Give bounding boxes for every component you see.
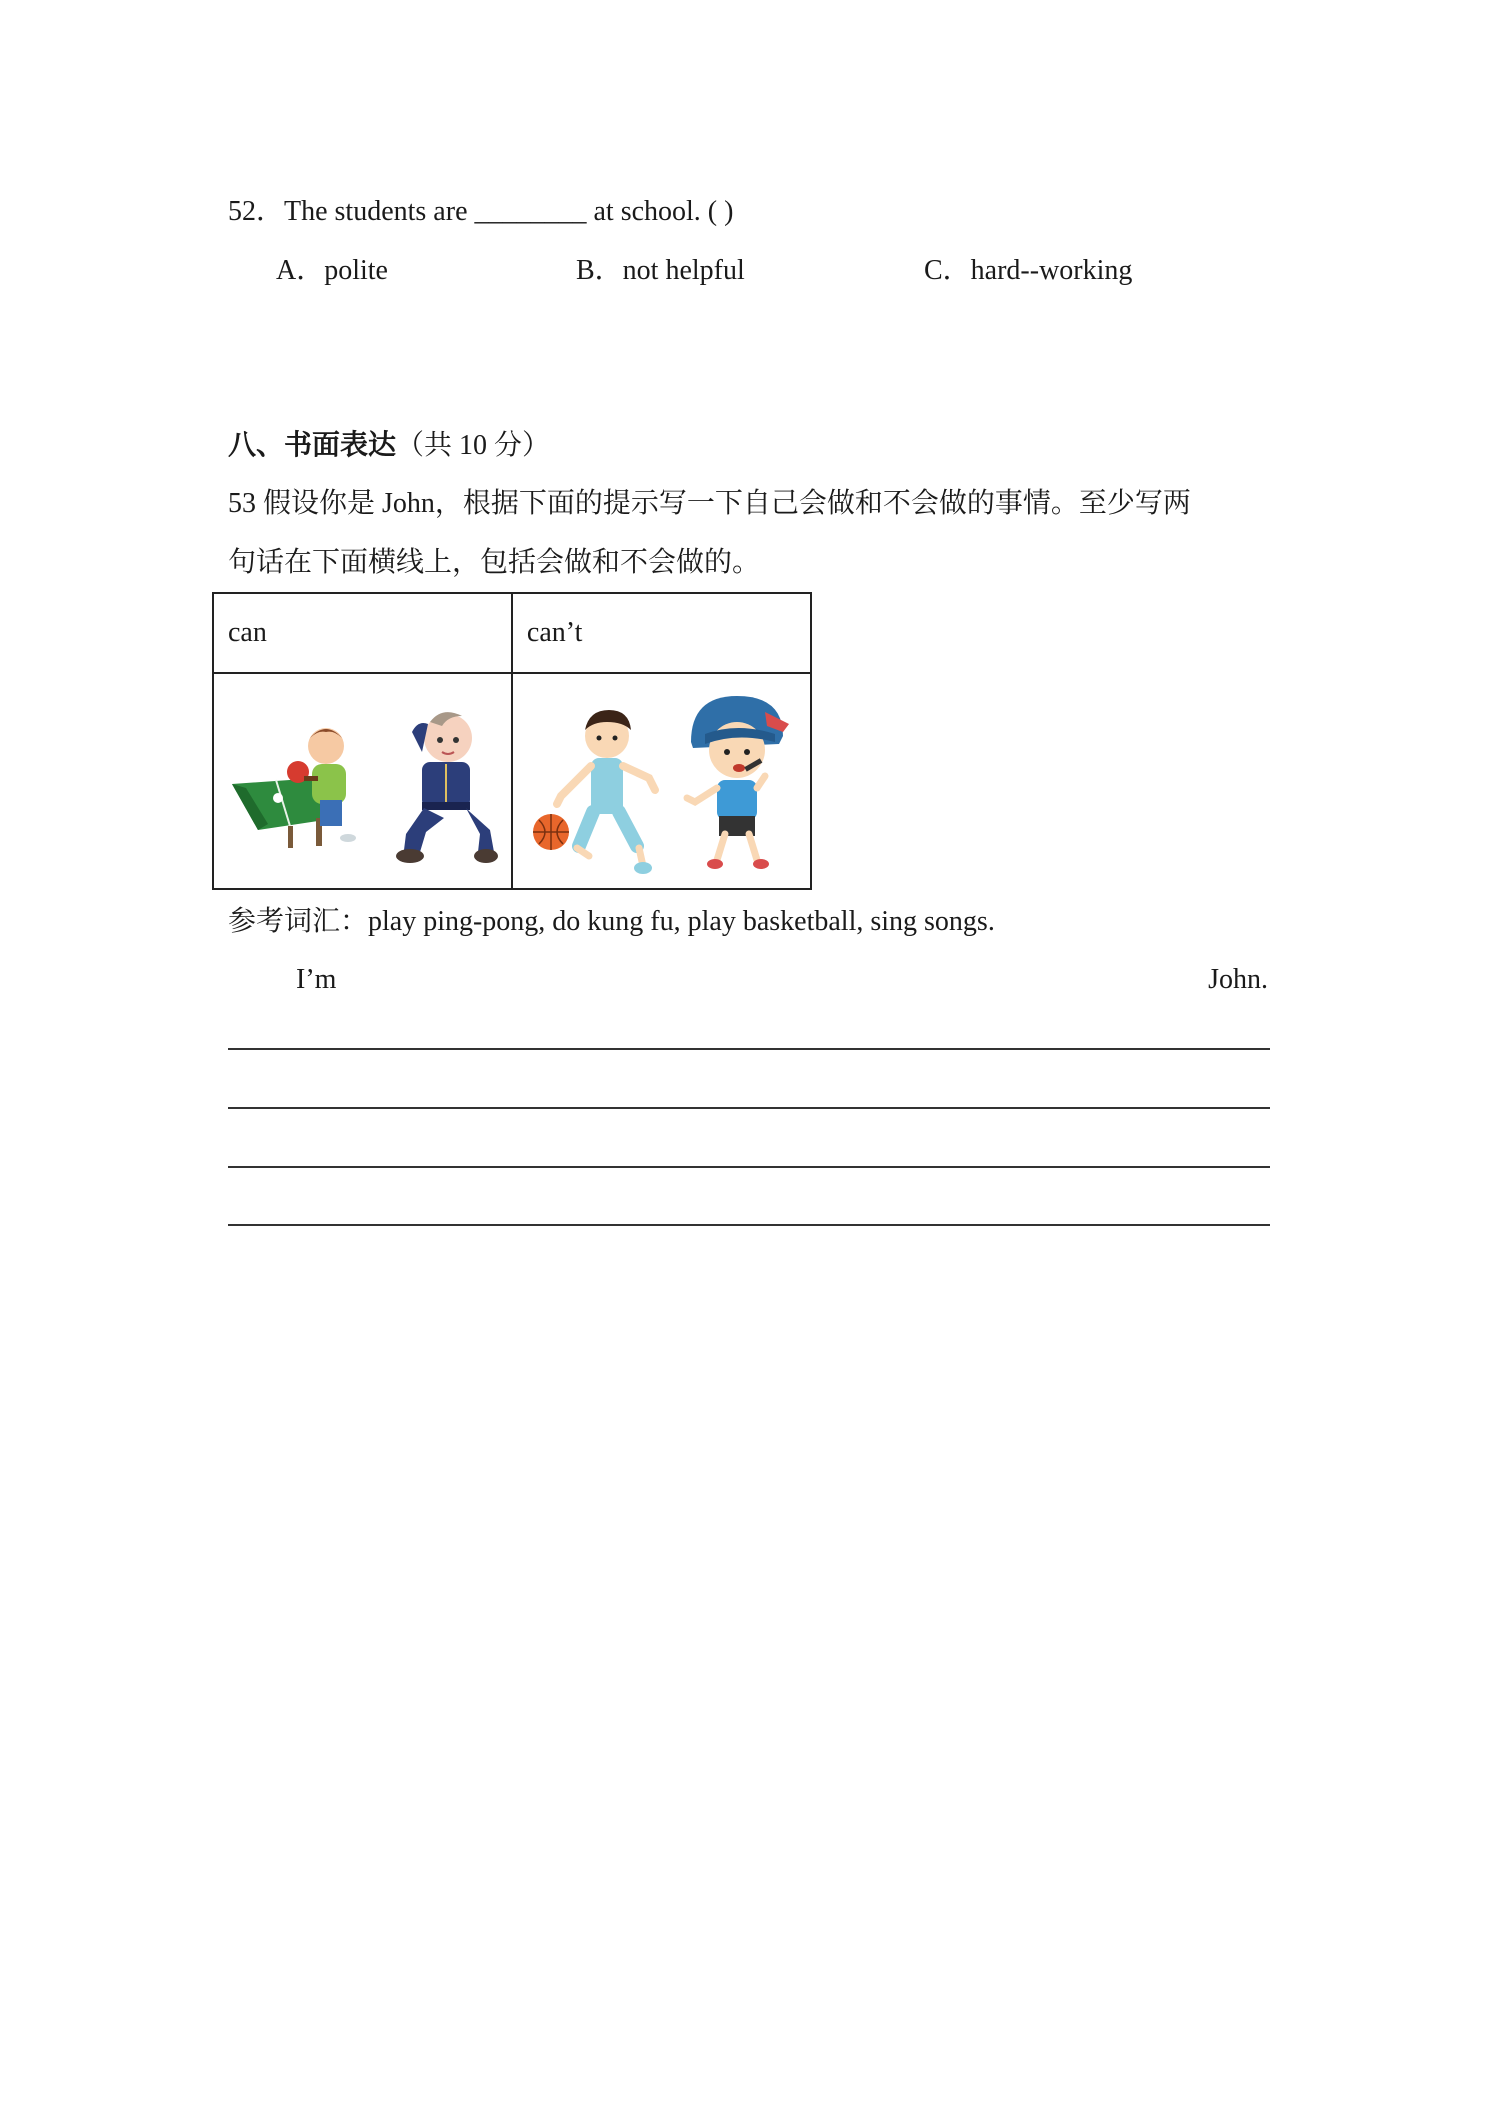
cant-images-cell [512,673,811,889]
reference-vocabulary: 参考词汇：play ping-pong, do kung fu, play basketball, sing songs. [228,906,995,937]
question-53-line-2: 句话在下面横线上，包括会做和不会做的。 [228,547,761,578]
table-image-row [213,673,811,889]
header-cant [512,593,811,673]
answer-line-3[interactable] [228,1166,1270,1168]
header-cant-label: can’t [526,617,583,648]
section-title-text: 八、书面表达 [228,430,397,461]
answer-line-4[interactable] [228,1224,1270,1226]
intro-end: John. [1208,964,1268,995]
option-a: A．polite [276,255,388,286]
intro-start: I’m [296,964,337,995]
question-53-line-1: 53 假设你是 John，根据下面的提示写一下自己会做和不会做的事情。至少写两 [228,488,1191,519]
section-points: （共 10 分） [396,430,551,461]
question-52-stem: 52．The students are ________ at school. ( ) [228,196,734,227]
singing-illustration [677,688,797,874]
basketball-illustration [531,696,671,876]
option-b: B．not helpful [576,255,745,286]
option-c: C．hard--working [924,255,1133,286]
can-images-cell [213,673,512,889]
answer-line-2[interactable] [228,1107,1270,1109]
header-can [213,593,512,673]
section-title [228,426,550,466]
answer-line-1[interactable] [228,1048,1270,1050]
ping-pong-illustration [228,714,368,854]
can-cant-table [212,592,812,890]
table-header-row [213,593,811,673]
header-can-label: can [228,617,267,648]
kung-fu-illustration [382,702,502,872]
